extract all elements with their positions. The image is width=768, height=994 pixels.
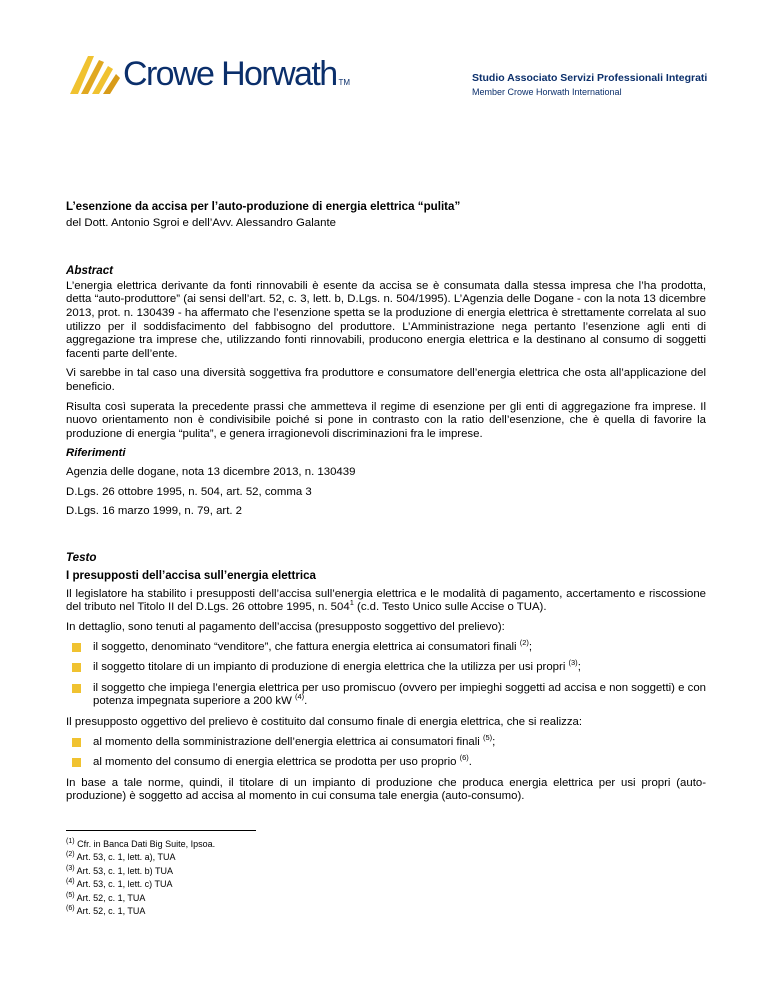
list-item: al momento della somministrazione dell’energia elettrica ai consumatori finali $^{(5)}$; [66,736,706,750]
footnote: $^{(1)}$ Cfr. in Banca Dati Big Suite, Ipsoa. [66,838,216,849]
footnotes [66,838,215,918]
footnote: $^{(2)}$ Art. 53, c. 1, lett. a), TUA [66,851,176,863]
list-item: al momento del consumo di energia elettrica se prodotta per uso proprio $^{(6)}$. [66,756,706,770]
list-item: il soggetto che impiega l’energia elettrica per uso promiscuo (ovvero per impieghi soggetti ad accisa e non soggetti) e con potenza impegnata superiore a 200 kW $^{(4)}$. [66,682,706,709]
abstract-paragraph: L’energia elettrica derivante da fonti rinnovabili è esente da accisa se è consumata dalla stessa impresa che l’ha prodotta, detta “auto-produttore” (ai sensi dell’art. 52, c. 3, lett. b, D.Lgs. n. 504/1995). L’Agenzia delle Dogane - con la nota 13 dicembre 2013, prot. n. 130439 - ha affermato che l’esenzione spetta se la produzione di energia elettrica è strettamente correlata al suo utilizzo per il soddisfacimento del fabbisogno del produttore. L’Amministrazione nega pertanto l’esenzione agli enti di aggregazione tra imprese che, utilizzando fonti rinnovabili, producono energia elettrica e la destinano al consumo di soggetti facenti parte dell’ente. [66,279,706,360]
reference-item: Agenzia delle dogane, nota 13 dicembre 2013, n. 130439 [66,465,356,478]
article-body [66,200,706,810]
logo-mark-icon [66,50,122,96]
body-paragraph: In dettaglio, sono tenuti al pagamento dell’accisa (presupposto soggettivo del prelievo): [66,621,505,634]
body-paragraph: Il presupposto oggettivo del prelievo è costituito dal consumo finale di energia elettrica, che si realizza: [66,716,583,729]
body-paragraph: Il legislatore ha stabilito i presupposti dell’accisa sull’energia elettrica e le modalità di pagamento, accertamento e riscossione del tributo nel Titolo II del D.Lgs. 26 ottobre 1995, n. $504^1$ (c.d. Testo Unico sulle Accise o TUA). [66,587,706,614]
logo-wordmark: Crowe Horwath TM [123,55,351,93]
reference-item: D.Lgs. 16 marzo 1999, n. 79, art. 2 [66,505,243,518]
crowe-horwath-logo [66,50,351,96]
section-title: I presupposti dell’accisa sull’energia elettrica [66,569,317,583]
member-line: Member Crowe Horwath International [472,87,622,97]
footnote: $^{(5)}$ Art. 52, c. 1, TUA [66,891,146,903]
footnote: $^{(6)}$ Art. 52, c. 1, TUA [66,905,146,917]
abstract-heading: Abstract [66,264,114,278]
footnote: $^{(4)}$ Art. 53, c. 1, lett. c) TUA [66,878,173,890]
riferimenti-heading: Riferimenti [66,447,126,460]
bullet-square-icon [72,643,81,652]
body-paragraph: In base a tale norme, quindi, il titolare di un impianto di produzione che produca energia elettrica per usi propri (auto-produzione) è soggetto ad accisa al momento in cui consuma tale energia (auto-consumo). [66,776,706,803]
article-title: L’esenzione da accisa per l’auto-produzione di energia elettrica “pulita” [66,200,461,213]
abstract-paragraph: Risulta così superata la precedente prassi che ammetteva il regime di esenzione per gli enti di aggregazione fra imprese. Il nuovo orientamento non è condivisibile poiché si pone in contrasto con la ratio dell’esenzione, che è quella di favorire la produzione di energia “pulita”, e genera irragionevoli discriminazioni fra le imprese. [66,400,706,440]
bullet-square-icon [72,684,81,693]
firm-name: Studio Associato Servizi Professionali Integrati [472,72,708,84]
bullet-square-icon [72,758,81,767]
abstract-paragraph: Vi sarebbe in tal caso una diversità soggettiva fra produttore e consumatore dell’energia elettrica che osta all’applicazione del beneficio. [66,367,706,393]
consumption-list [66,732,706,770]
bullet-square-icon [72,663,81,672]
article-authors: del Dott. Antonio Sgroi e dell’Avv. Alessandro Galante [66,216,336,229]
footnote-divider [66,830,256,831]
subjects-list [66,637,706,709]
bullet-square-icon [72,738,81,747]
reference-item: D.Lgs. 26 ottobre 1995, n. 504, art. 52, comma 3 [66,485,312,498]
footnote-ref: 1 [349,598,354,608]
list-item: il soggetto, denominato “venditore”, che fattura energia elettrica ai consumatori finali $^{(2)}$; [66,641,706,655]
footnote: $^{(3)}$ Art. 53, c. 1, lett. b) TUA [66,864,173,876]
list-item: il soggetto titolare di un impianto di produzione di energia elettrica che la utilizza per usi propri $^{(3)}$; [66,661,706,675]
testo-heading: Testo [66,550,97,564]
